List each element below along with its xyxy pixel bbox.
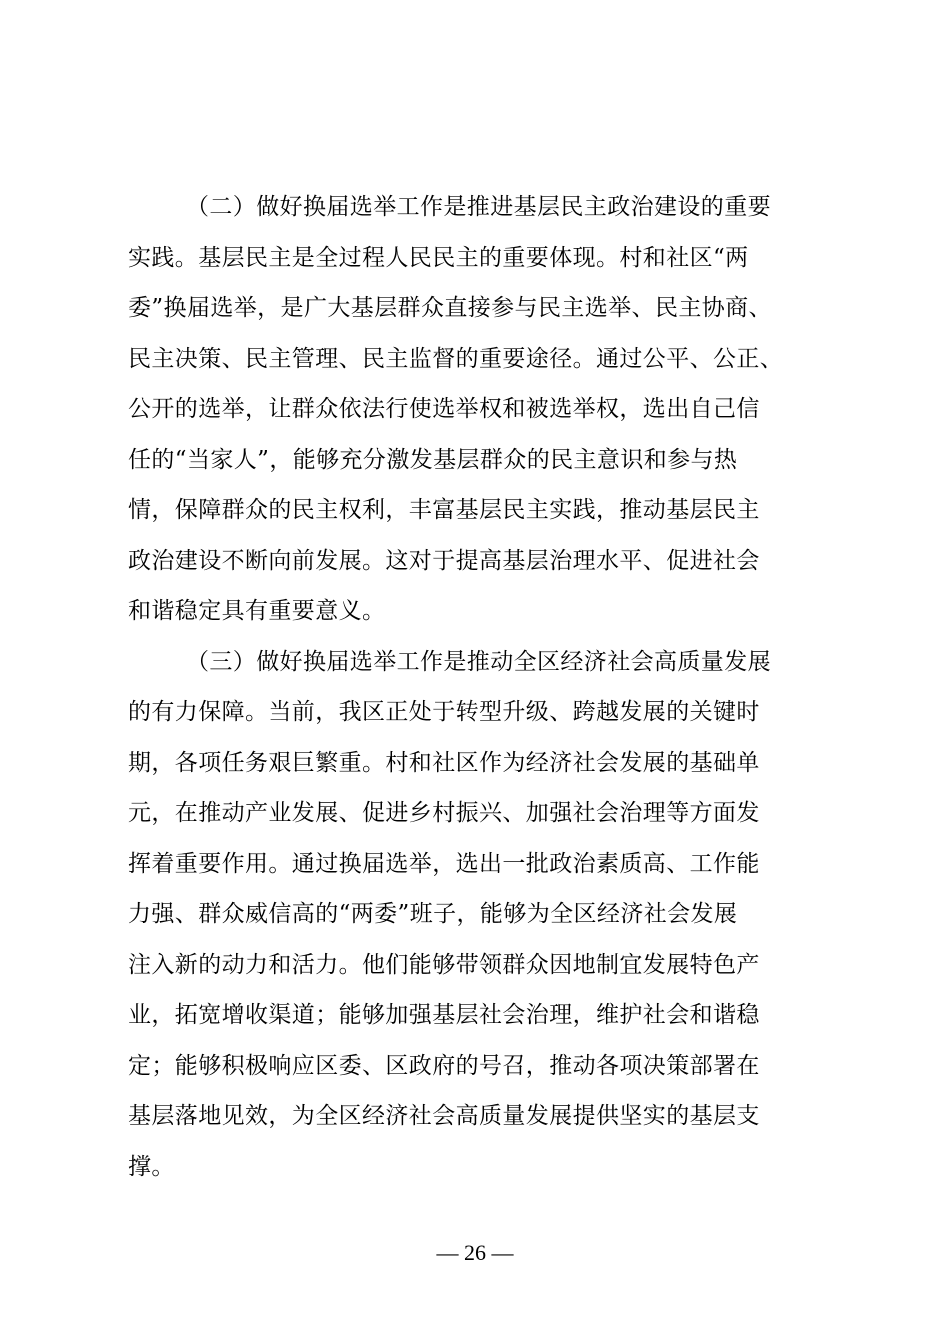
paragraph-line: 注入新的动力和活力。他们能够带领群众因地制宜发展特色产: [128, 951, 760, 978]
paragraph-line: （三）做好换届选举工作是推动全区经济社会高质量发展: [186, 648, 771, 675]
paragraph-line: 和谐稳定具有重要意义。: [128, 598, 386, 624]
paragraph-election-development: [128, 637, 842, 1193]
paragraph-line: 情，保障群众的民主权利，丰富基层民主实践，推动基层民主: [128, 497, 760, 523]
paragraph-line: 基层落地见效，为全区经济社会高质量发展提供坚实的基层支: [128, 1103, 760, 1129]
paragraph-line: 元，在推动产业发展、促进乡村振兴、加强社会治理等方面发: [128, 800, 760, 826]
paragraph-line: 的有力保障。当前，我区正处于转型升级、跨越发展的关键时: [128, 699, 760, 725]
paragraph-line: 委”换届选举，是广大基层群众直接参与民主选举、民主协商、: [128, 295, 772, 321]
paragraph-line: 挥着重要作用。通过换届选举，选出一批政治素质高、工作能: [128, 850, 760, 877]
paragraph-line: （二）做好换届选举工作是推进基层民主政治建设的重要: [186, 194, 771, 220]
paragraph-line: 任的“当家人”，能够充分激发基层群众的民主意识和参与热: [128, 446, 738, 473]
page-number: — 26 —: [436, 1240, 514, 1265]
paragraph-line: 业，拓宽增收渠道；能够加强基层社会治理，维护社会和谐稳: [128, 1002, 760, 1028]
paragraph-line: 实践。基层民主是全过程人民民主的重要体现。村和社区“两: [128, 244, 749, 271]
paragraph-line: 期，各项任务艰巨繁重。村和社区作为经济社会发展的基础单: [128, 749, 760, 776]
paragraph-election-democracy: [128, 182, 842, 637]
paragraph-line: 力强、群众威信高的“两委”班子，能够为全区经济社会发展: [128, 901, 738, 927]
paragraph-line: 政治建设不断向前发展。这对于提高基层治理水平、促进社会: [128, 547, 760, 574]
document-body: [128, 182, 842, 1192]
paragraph-line: 撑。: [128, 1153, 175, 1180]
paragraph-line: 民主决策、民主管理、民主监督的重要途径。通过公平、公正、: [128, 345, 784, 372]
paragraph-line: 定；能够积极响应区委、区政府的号召，推动各项决策部署在: [128, 1052, 760, 1079]
paragraph-line: 公开的选举，让群众依法行使选举权和被选举权，选出自己信: [128, 396, 760, 422]
